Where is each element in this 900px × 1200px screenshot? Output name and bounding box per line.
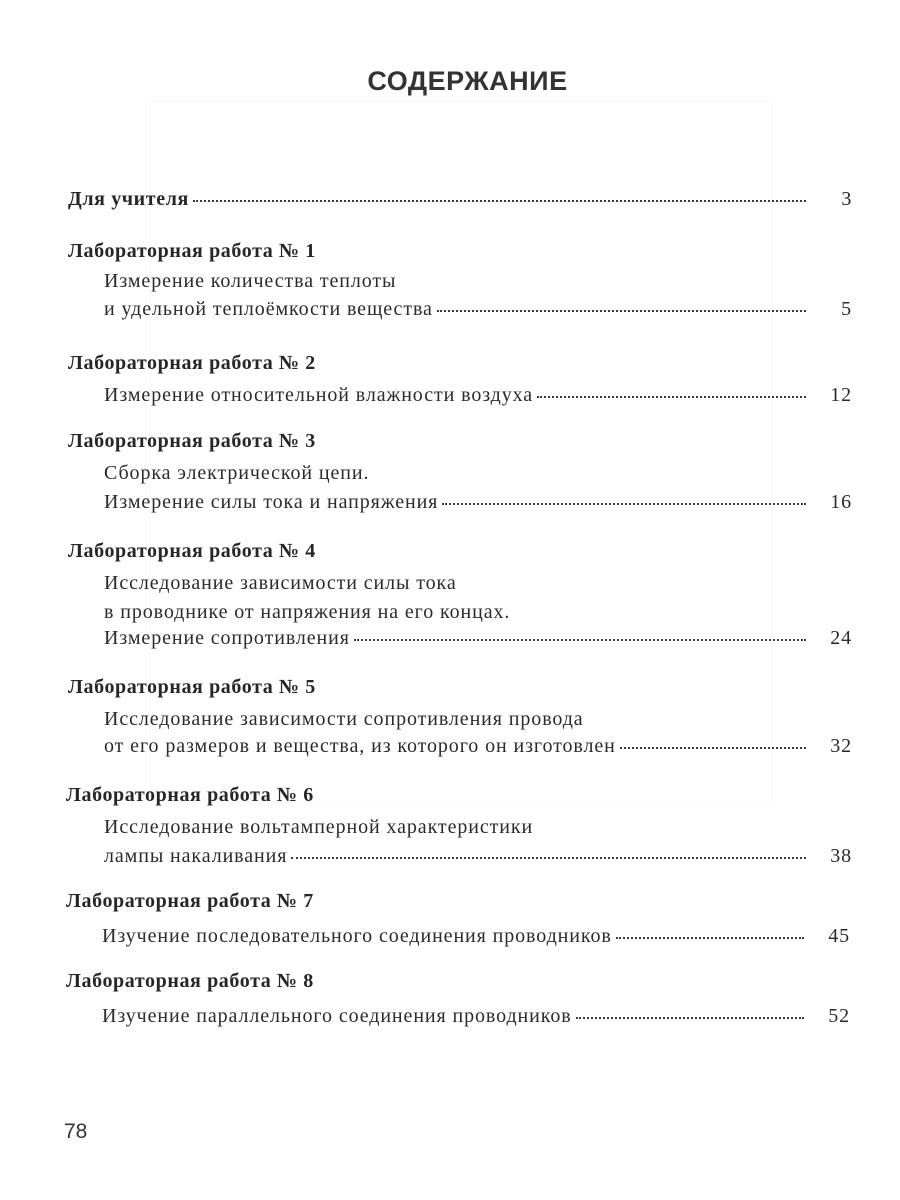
toc-entry-work-6[interactable] [104,845,852,868]
dot-leader [537,392,806,398]
toc-line: Измерение сопротивления [104,627,350,649]
toc-line: Изучение последовательного соединения проводников [102,925,612,947]
toc-page-number: 45 [828,925,850,947]
toc-line: от его размеров и вещества, из которого он изготовлен [104,735,616,757]
toc-line: Исследование зависимости силы тока [104,572,457,594]
toc-heading-work-3[interactable]: Лабораторная работа № 3 [68,430,316,452]
toc-entry-work-2[interactable] [104,384,852,407]
toc-line: Исследование зависимости сопротивления провода [104,708,584,730]
toc-entry-work-5[interactable] [104,735,852,758]
page-title: СОДЕРЖАНИЕ [367,66,568,96]
toc-heading-work-5[interactable]: Лабораторная работа № 5 [68,676,316,698]
toc-line: Исследование вольтамперной характеристики [104,816,534,838]
toc-heading-work-1[interactable]: Лабораторная работа № 1 [68,240,316,262]
dot-leader [291,853,806,859]
dot-leader [354,635,806,641]
toc-entry-label: Для учителя [68,188,189,210]
toc-line: Измерение относительной влажности воздуха [104,384,534,406]
toc-entry-work-8[interactable] [102,1005,850,1028]
dot-leader [620,743,806,749]
dot-leader [193,196,806,202]
toc-entry-intro[interactable] [68,188,852,211]
toc-entry-work-1[interactable] [104,298,852,321]
toc-heading-work-7[interactable]: Лабораторная работа № 7 [66,890,314,912]
toc-entry-work-3[interactable] [104,491,852,514]
toc-heading-work-2[interactable]: Лабораторная работа № 2 [68,352,316,374]
dot-leader [437,306,806,312]
toc-page-number: 3 [841,188,852,210]
toc-page-number: 16 [830,491,852,513]
toc-line: Измерение количества теплоты [104,270,397,292]
toc-line: в проводнике от напряжения на его концах. [104,601,511,623]
toc-page-number: 52 [828,1005,850,1027]
toc-line: Изучение параллельного соединения проводников [102,1005,572,1027]
toc-page-number: 5 [841,298,852,320]
toc-heading-work-4[interactable]: Лабораторная работа № 4 [68,540,316,562]
toc-heading-work-6[interactable]: Лабораторная работа № 6 [66,784,314,806]
dot-leader [442,499,806,505]
toc-entry-work-4[interactable] [104,627,852,650]
toc-page-number: 24 [830,627,852,649]
dot-leader [576,1013,804,1019]
toc-heading-work-8[interactable]: Лабораторная работа № 8 [66,970,314,992]
toc-page-number: 32 [830,735,852,757]
toc-page-number: 12 [830,384,852,406]
toc-entry-work-7[interactable] [102,925,850,948]
toc-page-number: 38 [830,845,852,867]
toc-line: лампы накаливания [104,845,288,867]
dot-leader [616,933,804,939]
toc-line: Измерение силы тока и напряжения [104,491,439,513]
page-number: 78 [64,1120,88,1143]
toc-line: Сборка электрической цепи. [104,462,370,484]
toc-line: и удельной теплоёмкости вещества [104,298,433,320]
